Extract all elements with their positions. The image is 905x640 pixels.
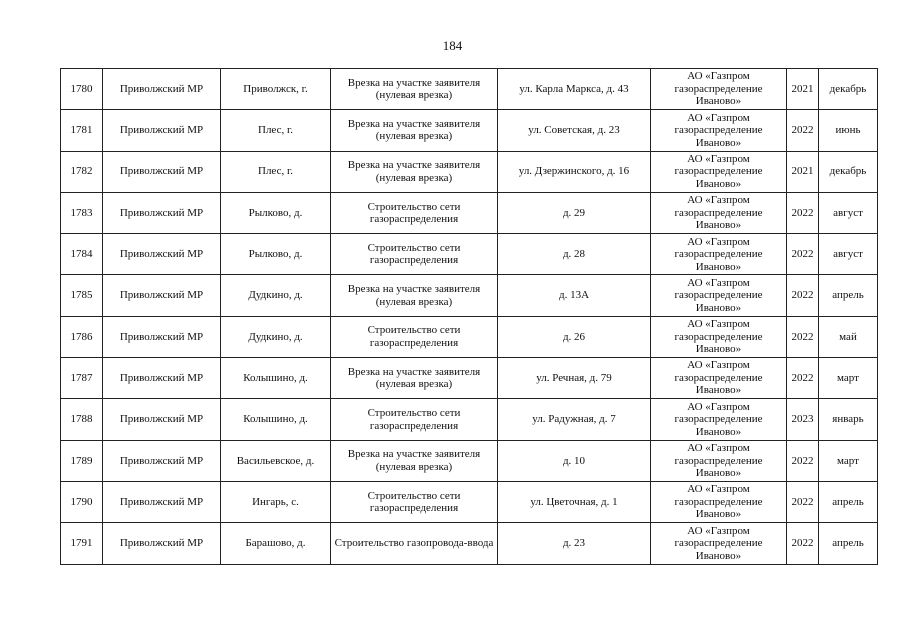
address-cell: ул. Советская, д. 23: [498, 110, 651, 151]
district-cell: Приволжский МР: [103, 151, 221, 192]
work-type-cell: Строительство сети газораспределения: [331, 234, 498, 275]
district-cell: Приволжский МР: [103, 399, 221, 440]
table-row: [61, 481, 878, 522]
district-cell: Приволжский МР: [103, 440, 221, 481]
district-cell: Приволжский МР: [103, 316, 221, 357]
year-cell: 2023: [787, 399, 819, 440]
table-row: [61, 399, 878, 440]
district-cell: Приволжский МР: [103, 69, 221, 110]
month-cell: март: [819, 440, 878, 481]
settlement-cell: Рылково, д.: [221, 192, 331, 233]
address-cell: ул. Цветочная, д. 1: [498, 481, 651, 522]
page-number: 184: [442, 38, 463, 53]
row-number-cell: 1780: [61, 69, 103, 110]
year-cell: 2022: [787, 481, 819, 522]
work-type-cell: Строительство сети газораспределения: [331, 399, 498, 440]
settlement-cell: Колышино, д.: [221, 399, 331, 440]
month-cell: декабрь: [819, 69, 878, 110]
month-cell: август: [819, 192, 878, 233]
table-row: [61, 110, 878, 151]
address-cell: д. 28: [498, 234, 651, 275]
settlement-cell: Ингарь, с.: [221, 481, 331, 522]
row-number-cell: 1782: [61, 151, 103, 192]
row-number-cell: 1791: [61, 523, 103, 564]
organization-cell: АО «Газпром газораспределение Иваново»: [651, 234, 787, 275]
gasification-table: [60, 68, 878, 565]
work-type-cell: Врезка на участке заявителя (нулевая врезка): [331, 110, 498, 151]
address-cell: д. 13А: [498, 275, 651, 316]
row-number-cell: 1790: [61, 481, 103, 522]
district-cell: Приволжский МР: [103, 234, 221, 275]
table-row: [61, 275, 878, 316]
year-cell: 2022: [787, 234, 819, 275]
district-cell: Приволжский МР: [103, 358, 221, 399]
table-row: [61, 151, 878, 192]
address-cell: ул. Речная, д. 79: [498, 358, 651, 399]
work-type-cell: Врезка на участке заявителя (нулевая врезка): [331, 275, 498, 316]
organization-cell: АО «Газпром газораспределение Иваново»: [651, 275, 787, 316]
table-row: [61, 192, 878, 233]
district-cell: Приволжский МР: [103, 481, 221, 522]
year-cell: 2022: [787, 440, 819, 481]
address-cell: д. 23: [498, 523, 651, 564]
settlement-cell: Плес, г.: [221, 110, 331, 151]
year-cell: 2022: [787, 192, 819, 233]
district-cell: Приволжский МР: [103, 110, 221, 151]
table-row: [61, 358, 878, 399]
settlement-cell: Приволжск, г.: [221, 69, 331, 110]
organization-cell: АО «Газпром газораспределение Иваново»: [651, 481, 787, 522]
month-cell: декабрь: [819, 151, 878, 192]
settlement-cell: Дудкино, д.: [221, 316, 331, 357]
row-number-cell: 1781: [61, 110, 103, 151]
year-cell: 2022: [787, 110, 819, 151]
row-number-cell: 1789: [61, 440, 103, 481]
year-cell: 2021: [787, 69, 819, 110]
organization-cell: АО «Газпром газораспределение Иваново»: [651, 151, 787, 192]
address-cell: д. 29: [498, 192, 651, 233]
month-cell: январь: [819, 399, 878, 440]
work-type-cell: Врезка на участке заявителя (нулевая врезка): [331, 440, 498, 481]
district-cell: Приволжский МР: [103, 192, 221, 233]
year-cell: 2022: [787, 523, 819, 564]
settlement-cell: Плес, г.: [221, 151, 331, 192]
work-type-cell: Строительство сети газораспределения: [331, 316, 498, 357]
month-cell: апрель: [819, 481, 878, 522]
month-cell: май: [819, 316, 878, 357]
work-type-cell: Строительство газопровода-ввода: [331, 523, 498, 564]
month-cell: июнь: [819, 110, 878, 151]
work-type-cell: Строительство сети газораспределения: [331, 192, 498, 233]
row-number-cell: 1783: [61, 192, 103, 233]
year-cell: 2021: [787, 151, 819, 192]
work-type-cell: Строительство сети газораспределения: [331, 481, 498, 522]
work-type-cell: Врезка на участке заявителя (нулевая врезка): [331, 69, 498, 110]
address-cell: ул. Дзержинского, д. 16: [498, 151, 651, 192]
month-cell: март: [819, 358, 878, 399]
organization-cell: АО «Газпром газораспределение Иваново»: [651, 316, 787, 357]
year-cell: 2022: [787, 275, 819, 316]
organization-cell: АО «Газпром газораспределение Иваново»: [651, 523, 787, 564]
organization-cell: АО «Газпром газораспределение Иваново»: [651, 110, 787, 151]
table-row: [61, 440, 878, 481]
organization-cell: АО «Газпром газораспределение Иваново»: [651, 399, 787, 440]
settlement-cell: Колышино, д.: [221, 358, 331, 399]
row-number-cell: 1784: [61, 234, 103, 275]
settlement-cell: Барашово, д.: [221, 523, 331, 564]
settlement-cell: Дудкино, д.: [221, 275, 331, 316]
row-number-cell: 1785: [61, 275, 103, 316]
work-type-cell: Врезка на участке заявителя (нулевая врезка): [331, 151, 498, 192]
month-cell: апрель: [819, 523, 878, 564]
year-cell: 2022: [787, 358, 819, 399]
settlement-cell: Васильевское, д.: [221, 440, 331, 481]
address-cell: д. 10: [498, 440, 651, 481]
year-cell: 2022: [787, 316, 819, 357]
table-row: [61, 234, 878, 275]
month-cell: апрель: [819, 275, 878, 316]
address-cell: ул. Радужная, д. 7: [498, 399, 651, 440]
organization-cell: АО «Газпром газораспределение Иваново»: [651, 69, 787, 110]
settlement-cell: Рылково, д.: [221, 234, 331, 275]
organization-cell: АО «Газпром газораспределение Иваново»: [651, 192, 787, 233]
table-row: [61, 316, 878, 357]
district-cell: Приволжский МР: [103, 275, 221, 316]
row-number-cell: 1788: [61, 399, 103, 440]
work-type-cell: Врезка на участке заявителя (нулевая врезка): [331, 358, 498, 399]
row-number-cell: 1787: [61, 358, 103, 399]
organization-cell: АО «Газпром газораспределение Иваново»: [651, 440, 787, 481]
district-cell: Приволжский МР: [103, 523, 221, 564]
table-row: [61, 69, 878, 110]
address-cell: д. 26: [498, 316, 651, 357]
table-row: [61, 523, 878, 564]
organization-cell: АО «Газпром газораспределение Иваново»: [651, 358, 787, 399]
address-cell: ул. Карла Маркса, д. 43: [498, 69, 651, 110]
row-number-cell: 1786: [61, 316, 103, 357]
month-cell: август: [819, 234, 878, 275]
